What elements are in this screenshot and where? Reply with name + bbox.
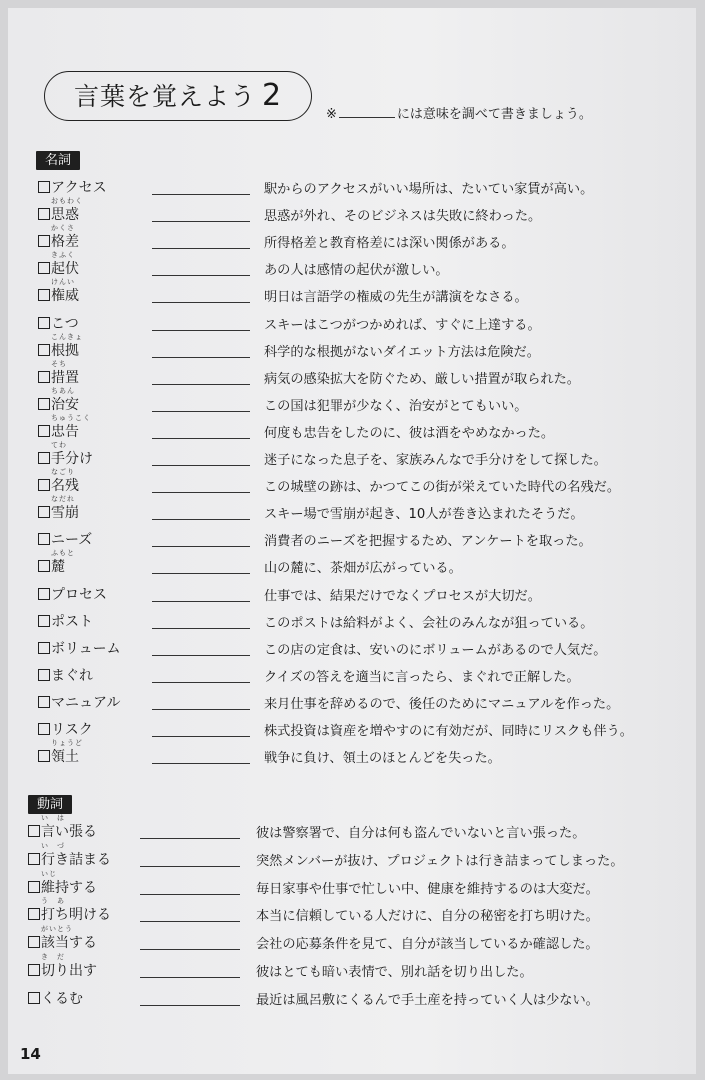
example-sentence: 戦争に負け、領土のほとんどを失った。 xyxy=(264,751,501,767)
meaning-blank[interactable] xyxy=(152,411,250,412)
term-text: ニーズ xyxy=(51,532,93,549)
term-text: 雪崩 xyxy=(51,505,79,522)
noun-entry xyxy=(8,739,696,769)
vocab-term xyxy=(38,475,79,495)
vocab-term xyxy=(28,877,97,897)
vocab-term xyxy=(38,367,79,387)
checkbox-icon[interactable] xyxy=(38,669,50,681)
instruction-text xyxy=(326,103,592,122)
furigana: ちあん xyxy=(51,386,75,395)
example-sentence: 株式投資は資産を増やすのに有効だが、同時にリスクも伴う。 xyxy=(264,724,633,739)
vocab-term xyxy=(28,904,111,924)
checkbox-icon[interactable] xyxy=(38,696,50,708)
furigana: そち xyxy=(51,359,67,368)
checkbox-icon[interactable] xyxy=(38,289,50,301)
example-sentence: 科学的な根拠がないダイエット方法は危険だ。 xyxy=(264,344,540,360)
meaning-blank[interactable] xyxy=(152,628,250,629)
example-sentence: クイズの答えを適当に言ったら、まぐれで正解した。 xyxy=(264,669,580,685)
example-sentence: 思惑が外れ、そのビジネスは失敗に終わった。 xyxy=(264,209,542,225)
noun-entry xyxy=(8,197,696,227)
term-text: 権威 xyxy=(51,288,79,305)
furigana: けんい xyxy=(51,278,75,287)
vocab-term xyxy=(38,719,93,739)
example-sentence: スキー場で雪崩が起き、10人が巻き込まれたそうだ。 xyxy=(264,507,584,523)
noun-entry xyxy=(8,495,696,525)
checkbox-icon[interactable] xyxy=(38,750,50,762)
furigana: なだれ xyxy=(51,495,75,504)
instruction-suffix: には意味を調べて書きましょう。 xyxy=(396,107,592,122)
term-text: マニュアル xyxy=(51,694,121,711)
meaning-blank[interactable] xyxy=(152,763,250,764)
meaning-blank[interactable] xyxy=(152,194,250,195)
example-sentence: スキーはこつがつかめれば、すぐに上達する。 xyxy=(264,317,541,333)
example-sentence: 消費者のニーズを把握するため、アンケートを取った。 xyxy=(264,534,592,550)
meaning-blank[interactable] xyxy=(152,275,250,276)
term-text: ボリューム xyxy=(51,640,121,657)
furigana: ちゅうこく xyxy=(51,413,91,422)
vocab-term xyxy=(28,849,111,869)
meaning-blank[interactable] xyxy=(140,921,240,922)
checkbox-icon[interactable] xyxy=(38,615,50,627)
furigana: かくさ xyxy=(51,224,75,233)
noun-entry xyxy=(8,224,696,254)
noun-entry xyxy=(8,583,696,607)
term-text: 打ち明ける xyxy=(41,907,111,924)
example-sentence: あの人は感情の起伏が激しい。 xyxy=(264,263,449,279)
meaning-blank[interactable] xyxy=(152,465,250,466)
term-text: 措置 xyxy=(51,369,79,386)
noun-entry xyxy=(8,549,696,579)
meaning-blank[interactable] xyxy=(152,546,250,547)
noun-entry xyxy=(8,637,696,661)
verb-entry xyxy=(8,841,696,872)
meaning-blank[interactable] xyxy=(152,221,250,222)
noun-entry xyxy=(8,312,696,336)
meaning-blank[interactable] xyxy=(152,601,250,602)
meaning-blank[interactable] xyxy=(140,866,240,867)
example-sentence: 彼は警察署で、自分は何も盗んでいないと言い張った。 xyxy=(256,826,586,841)
meaning-blank[interactable] xyxy=(140,1005,240,1006)
meaning-blank[interactable] xyxy=(152,682,250,683)
example-sentence: 迷子になった息子を、家族みんなで手分けをして探した。 xyxy=(264,453,607,468)
noun-entry xyxy=(8,386,696,417)
furigana: りょうど xyxy=(51,739,83,748)
checkbox-icon[interactable] xyxy=(38,425,50,437)
section-label-verbs: 動詞 xyxy=(28,795,72,814)
term-text: こつ xyxy=(51,315,79,332)
term-text: 忠告 xyxy=(51,423,79,440)
checkbox-icon[interactable] xyxy=(38,642,50,654)
meaning-blank[interactable] xyxy=(140,838,240,839)
term-text: プロセス xyxy=(51,586,107,603)
meaning-blank[interactable] xyxy=(152,384,250,385)
vocab-term xyxy=(38,692,120,712)
example-sentence: 本当に信頼している人だけに、自分の秘密を打ち明けた。 xyxy=(256,909,599,925)
example-sentence: 所得格差と教育格差には深い関係がある。 xyxy=(264,236,515,252)
example-sentence: 最近は風呂敷にくるんで手土産を持っていく人は少ない。 xyxy=(256,992,599,1008)
meaning-blank[interactable] xyxy=(152,573,250,574)
verb-entry xyxy=(8,814,696,844)
noun-entry xyxy=(8,441,696,471)
meaning-blank[interactable] xyxy=(152,736,250,737)
term-text: 麓 xyxy=(51,559,65,576)
meaning-blank[interactable] xyxy=(140,949,240,950)
term-text: 該当する xyxy=(41,935,97,952)
furigana: きふく xyxy=(51,251,75,260)
vocab-term xyxy=(38,502,79,522)
furigana: がいとう xyxy=(41,925,73,934)
furigana: いじ xyxy=(41,869,57,878)
meaning-blank[interactable] xyxy=(152,330,250,331)
vocab-term xyxy=(38,746,79,766)
noun-entry xyxy=(8,718,696,742)
vocab-term xyxy=(38,340,79,360)
vocab-term xyxy=(38,258,79,278)
section-label-nouns: 名詞 xyxy=(36,151,80,170)
term-text: 手分け xyxy=(51,451,93,467)
example-sentence: この国は犯罪が少なく、治安がとてもいい。 xyxy=(264,398,528,414)
checkbox-icon[interactable] xyxy=(38,371,50,383)
meaning-blank[interactable] xyxy=(152,655,250,656)
example-sentence: 明日は言語学の権威の先生が講演をなさる。 xyxy=(264,290,528,306)
term-text: まぐれ xyxy=(51,667,93,684)
example-sentence: 彼はとても暗い表情で、別れ話を切り出した。 xyxy=(256,965,533,980)
vocab-term xyxy=(38,421,79,441)
vocab-term xyxy=(38,231,79,251)
term-text: 切り出す xyxy=(41,963,97,979)
furigana: こんきょ xyxy=(51,332,83,341)
checkbox-icon[interactable] xyxy=(28,853,40,865)
checkbox-icon[interactable] xyxy=(28,936,40,948)
term-text: 維持する xyxy=(41,879,97,896)
term-text: 言い張る xyxy=(41,824,97,840)
checkbox-icon[interactable] xyxy=(38,588,50,600)
checkbox-icon[interactable] xyxy=(38,262,50,274)
term-text: 格差 xyxy=(51,234,79,251)
noun-entry xyxy=(8,251,696,281)
checkbox-icon[interactable] xyxy=(38,452,50,464)
vocab-term xyxy=(38,285,79,305)
term-text: 名残 xyxy=(51,478,79,495)
instruction-blank xyxy=(339,106,395,118)
checkbox-icon[interactable] xyxy=(38,235,50,247)
vocab-term xyxy=(28,821,97,841)
term-text: くるむ xyxy=(41,990,83,1007)
checkbox-icon[interactable] xyxy=(38,479,50,491)
furigana: い づ xyxy=(41,841,65,850)
term-text: 領土 xyxy=(51,749,79,766)
meaning-blank[interactable] xyxy=(152,709,250,710)
checkbox-icon[interactable] xyxy=(28,964,40,976)
meaning-blank[interactable] xyxy=(152,248,250,249)
vocab-term xyxy=(38,448,93,468)
example-sentence: この城壁の跡は、かつてこの街が栄えていた時代の名残だ。 xyxy=(264,480,621,496)
vocab-term xyxy=(38,638,121,658)
vocab-term xyxy=(28,960,97,980)
checkbox-icon[interactable] xyxy=(38,506,50,518)
example-sentence: 山の麓に、茶畑が広がっている。 xyxy=(264,561,462,577)
example-sentence: 毎日家事や仕事で忙しい中、健康を維持するのは大変だ。 xyxy=(256,881,599,897)
checkbox-icon[interactable] xyxy=(38,723,50,735)
term-text: アクセス xyxy=(51,180,107,196)
vocab-term xyxy=(38,177,107,197)
meaning-blank[interactable] xyxy=(152,302,250,303)
furigana: い は xyxy=(41,814,65,822)
example-sentence: 仕事では、結果だけでなくプロセスが大切だ。 xyxy=(264,588,541,604)
vocab-term xyxy=(38,611,93,631)
noun-entry xyxy=(8,359,696,390)
noun-entry xyxy=(8,610,696,634)
term-text: 起伏 xyxy=(51,261,79,278)
checkbox-icon[interactable] xyxy=(38,398,50,410)
textbook-page xyxy=(8,8,696,1074)
example-sentence: 駅からのアクセスがいい場所は、たいてい家賃が高い。 xyxy=(264,182,594,197)
meaning-blank[interactable] xyxy=(140,977,240,978)
noun-entry xyxy=(8,278,696,308)
lesson-title: 言葉を覚えよう xyxy=(73,82,256,111)
vocab-term xyxy=(38,529,92,549)
vocab-term xyxy=(28,932,97,952)
noun-entry xyxy=(8,413,696,444)
vocab-term xyxy=(38,556,65,576)
furigana: おもわく xyxy=(51,197,83,206)
vocab-term xyxy=(28,988,83,1008)
example-sentence: 会社の応募条件を見て、自分が該当しているか確認した。 xyxy=(256,937,599,953)
vocab-term xyxy=(38,313,79,333)
term-text: 根拠 xyxy=(51,342,79,359)
term-text: ポスト xyxy=(51,613,93,630)
term-text: リスク xyxy=(51,722,93,738)
instruction-mark: ※ xyxy=(326,107,337,122)
noun-entry xyxy=(8,691,696,715)
noun-entry xyxy=(8,664,696,688)
term-text: 行き詰まる xyxy=(41,851,111,868)
verb-entry xyxy=(8,897,696,927)
verb-entry xyxy=(8,987,696,1011)
meaning-blank[interactable] xyxy=(140,894,240,895)
meaning-blank[interactable] xyxy=(152,519,250,520)
furigana: う あ xyxy=(41,897,65,906)
noun-entry xyxy=(8,528,696,552)
checkbox-icon[interactable] xyxy=(38,533,50,545)
furigana: てわ xyxy=(51,441,67,449)
meaning-blank[interactable] xyxy=(152,357,250,358)
example-sentence: 来月仕事を辞めるので、後任のためにマニュアルを作った。 xyxy=(264,696,620,712)
checkbox-icon[interactable] xyxy=(38,181,50,193)
term-text: 治安 xyxy=(51,396,79,413)
vocab-term xyxy=(38,665,93,685)
checkbox-icon[interactable] xyxy=(38,344,50,356)
checkbox-icon[interactable] xyxy=(28,908,40,920)
checkbox-icon[interactable] xyxy=(38,208,50,220)
example-sentence: 何度も忠告をしたのに、彼は酒をやめなかった。 xyxy=(264,425,555,441)
vocab-term xyxy=(38,584,107,604)
verb-entry xyxy=(8,925,696,955)
lesson-title-box xyxy=(44,71,312,121)
furigana: き だ xyxy=(41,953,65,961)
meaning-blank[interactable] xyxy=(152,438,250,439)
checkbox-icon[interactable] xyxy=(38,560,50,572)
term-text: 思惑 xyxy=(51,207,79,224)
vocab-term xyxy=(38,204,79,224)
verb-entry xyxy=(8,953,696,983)
lesson-number: 2 xyxy=(261,78,283,113)
furigana: ふもと xyxy=(51,549,75,558)
example-sentence: このポストは給料がよく、会社のみんなが狙っている。 xyxy=(264,615,594,631)
vocab-term xyxy=(38,394,79,414)
example-sentence: 突然メンバーが抜け、プロジェクトは行き詰まってしまった。 xyxy=(256,853,624,869)
example-sentence: この店の定食は、安いのにボリュームがあるので人気だ。 xyxy=(264,642,607,658)
checkbox-icon[interactable] xyxy=(38,317,50,329)
noun-entry xyxy=(8,332,696,363)
checkbox-icon[interactable] xyxy=(28,825,40,837)
noun-entry xyxy=(8,176,696,200)
example-sentence: 病気の感染拡大を防ぐため、厳しい措置が取られた。 xyxy=(264,371,580,387)
page-number: 14 xyxy=(20,1045,41,1063)
checkbox-icon[interactable] xyxy=(28,992,40,1004)
checkbox-icon[interactable] xyxy=(28,881,40,893)
meaning-blank[interactable] xyxy=(152,492,250,493)
noun-entry xyxy=(8,468,696,498)
furigana: なごり xyxy=(51,468,75,477)
verb-entry xyxy=(8,869,696,900)
